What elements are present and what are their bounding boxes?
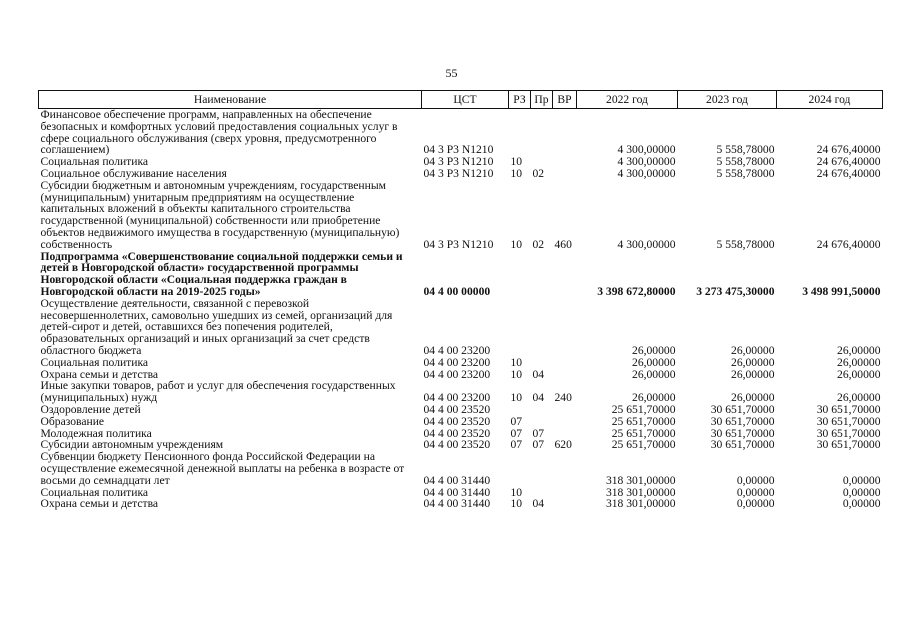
cell-vr <box>553 298 577 357</box>
header-2022: 2022 год <box>577 91 678 109</box>
cell-rz: 07 <box>510 426 523 440</box>
cell-rz <box>509 298 531 357</box>
cell-vr <box>553 498 577 510</box>
cell-name: Охрана семьи и детства <box>40 497 159 511</box>
cell-2023: 5 558,78000 <box>716 143 775 157</box>
table-header-row <box>39 91 883 109</box>
header-cst: ЦСТ <box>422 91 509 109</box>
cell-pr <box>531 357 553 369</box>
table-row <box>39 109 883 157</box>
cell-2022: 4 300,00000 <box>617 143 676 157</box>
cell-vr <box>553 156 577 168</box>
table-row <box>39 451 883 486</box>
cell-2024: 30 651,70000 <box>816 402 881 416</box>
cell-name: Социальное обслуживание населения <box>40 166 227 180</box>
cell-2024: 24 676,40000 <box>816 237 881 251</box>
cell-cst: 04 4 00 31440 <box>423 497 491 511</box>
cell-vr: 240 <box>554 391 572 405</box>
cell-vr <box>553 251 577 298</box>
table-row <box>39 180 883 251</box>
cell-vr <box>553 369 577 381</box>
cell-pr: 02 <box>532 166 545 180</box>
cell-pr <box>531 109 553 157</box>
table-row <box>39 251 883 298</box>
cell-2022: 4 300,00000 <box>617 166 676 180</box>
cell-2023: 26,00000 <box>731 367 775 381</box>
cell-2022: 26,00000 <box>632 367 676 381</box>
cell-rz: 10 <box>510 367 523 381</box>
table-row <box>39 416 883 428</box>
header-pr: Пр <box>531 91 553 109</box>
table-row <box>39 357 883 369</box>
cell-vr <box>553 109 577 157</box>
cell-cst: 04 3 P3 N1210 <box>423 155 494 169</box>
header-rz: РЗ <box>509 91 531 109</box>
header-2023: 2023 год <box>678 91 777 109</box>
cell-rz: 10 <box>510 485 523 499</box>
cell-2023: 0,00000 <box>736 473 775 487</box>
cell-vr <box>553 404 577 416</box>
cell-2022: 25 651,70000 <box>611 438 676 452</box>
cell-name: Субсидии бюджетным и автономным учреждениям, государственным (муниципальным) унитарным предприятиям на осуществление капитальных вложений в объекты капитального строительства государственной (муниципальной) собственности или приобретение объектов недвижимого имущества в государственную (муниципальную) собственность <box>40 178 400 251</box>
cell-vr: 460 <box>554 237 572 251</box>
cell-2022: 4 300,00000 <box>617 155 676 169</box>
cell-2022: 318 301,00000 <box>605 497 676 511</box>
cell-2023: 26,00000 <box>731 355 775 369</box>
cell-cst: 04 4 00 23520 <box>423 438 491 452</box>
cell-2023: 26,00000 <box>731 391 775 405</box>
cell-rz: 10 <box>510 155 523 169</box>
cell-name: Молодежная политика <box>40 426 152 440</box>
cell-vr <box>553 487 577 499</box>
cell-cst: 04 4 00 31440 <box>423 485 491 499</box>
cell-rz <box>509 451 531 486</box>
cell-name: Иные закупки товаров, работ и услуг для обеспечения государственных (муниципальных) нужд <box>40 379 396 405</box>
cell-rz: 10 <box>510 166 523 180</box>
cell-2024: 24 676,40000 <box>816 155 881 169</box>
cell-pr: 07 <box>532 438 545 452</box>
cell-2023: 30 651,70000 <box>710 414 775 428</box>
cell-name: Оздоровление детей <box>40 402 141 416</box>
cell-2024: 24 676,40000 <box>816 143 881 157</box>
cell-vr: 620 <box>554 438 572 452</box>
cell-name: Охрана семьи и детства <box>40 367 159 381</box>
cell-2022: 26,00000 <box>632 391 676 405</box>
cell-pr <box>531 416 553 428</box>
cell-rz <box>509 251 531 298</box>
cell-rz: 07 <box>510 438 523 452</box>
cell-pr: 07 <box>532 426 545 440</box>
cell-cst: 04 4 00 23520 <box>423 402 491 416</box>
cell-vr <box>553 357 577 369</box>
cell-2022: 25 651,70000 <box>611 414 676 428</box>
cell-name: Подпрограмма «Совершенствование социальной поддержки семьи и детей в Новгородской области» государственной программы Новгородской области «Социальная поддержка граждан в Новгородской области на 2019-2025 годы» <box>40 249 403 298</box>
cell-2022: 3 398 672,80000 <box>597 284 676 298</box>
cell-2023: 5 558,78000 <box>716 166 775 180</box>
cell-name: Социальная политика <box>40 155 149 169</box>
cell-2022: 25 651,70000 <box>611 426 676 440</box>
cell-rz: 10 <box>510 391 523 405</box>
cell-2024: 0,00000 <box>842 485 881 499</box>
cell-pr <box>531 298 553 357</box>
table-body <box>39 109 883 511</box>
cell-cst: 04 4 00 31440 <box>423 473 491 487</box>
cell-2024: 26,00000 <box>837 355 881 369</box>
cell-2022: 318 301,00000 <box>605 473 676 487</box>
cell-cst: 04 4 00 23200 <box>423 367 491 381</box>
cell-2023: 5 558,78000 <box>716 155 775 169</box>
cell-2023: 30 651,70000 <box>710 426 775 440</box>
cell-2024: 26,00000 <box>837 367 881 381</box>
cell-cst: 04 4 00 23520 <box>423 414 491 428</box>
cell-2022: 318 301,00000 <box>605 485 676 499</box>
cell-name: Субсидии автономным учреждениям <box>40 438 224 452</box>
cell-2024: 30 651,70000 <box>816 426 881 440</box>
cell-pr: 04 <box>532 367 545 381</box>
table-row <box>39 168 883 180</box>
cell-cst: 04 4 00 23200 <box>423 343 491 357</box>
header-2024: 2024 год <box>777 91 883 109</box>
cell-2022: 26,00000 <box>632 355 676 369</box>
cell-2023: 26,00000 <box>731 343 775 357</box>
cell-2022: 25 651,70000 <box>611 402 676 416</box>
cell-2024: 26,00000 <box>837 391 881 405</box>
header-vr: ВР <box>553 91 577 109</box>
cell-cst: 04 3 P3 N1210 <box>423 166 494 180</box>
cell-rz: 10 <box>510 237 523 251</box>
cell-cst: 04 4 00 00000 <box>423 284 491 298</box>
cell-rz: 10 <box>510 355 523 369</box>
cell-vr <box>553 451 577 486</box>
header-name: Наименование <box>39 91 422 109</box>
cell-2023: 5 558,78000 <box>716 237 775 251</box>
table-row <box>39 404 883 416</box>
cell-pr <box>531 251 553 298</box>
cell-name: Образование <box>40 414 105 428</box>
cell-name: Субвенции бюджету Пенсионного фонда Российской Федерации на осуществление ежемесячной денежной выплаты на ребенка в возрасте от восьми до семнадцати лет <box>40 450 405 487</box>
table-row <box>39 298 883 357</box>
cell-rz <box>509 109 531 157</box>
cell-2024: 0,00000 <box>842 497 881 511</box>
cell-2023: 0,00000 <box>736 485 775 499</box>
cell-pr <box>531 404 553 416</box>
cell-vr <box>553 416 577 428</box>
cell-pr: 04 <box>532 497 545 511</box>
cell-cst: 04 4 00 23200 <box>423 355 491 369</box>
cell-2023: 30 651,70000 <box>710 438 775 452</box>
budget-table <box>38 90 883 510</box>
cell-cst: 04 3 P3 N1210 <box>423 237 494 251</box>
cell-2024: 30 651,70000 <box>816 438 881 452</box>
cell-2024: 26,00000 <box>837 343 881 357</box>
cell-2024: 3 498 991,50000 <box>802 284 881 298</box>
cell-2023: 3 273 475,30000 <box>696 284 775 298</box>
cell-name: Социальная политика <box>40 485 149 499</box>
cell-2024: 24 676,40000 <box>816 166 881 180</box>
cell-cst: 04 3 P3 N1210 <box>423 143 494 157</box>
cell-name: Финансовое обеспечение программ, направленных на обеспечение безопасных и комфортных условий предоставления социальных услуг в сфере социального обслуживания (сверх уровня, предусмотренного соглашением) <box>40 108 398 157</box>
cell-2024: 0,00000 <box>842 473 881 487</box>
cell-2024: 30 651,70000 <box>816 414 881 428</box>
cell-2022: 4 300,00000 <box>617 237 676 251</box>
cell-name: Социальная политика <box>40 355 149 369</box>
cell-2023: 30 651,70000 <box>710 402 775 416</box>
cell-name: Осуществление деятельности, связанной с перевозкой несовершеннолетних, самовольно ушедших из семей, организаций для детей-сирот и детей, оставшихся без попечения родителей, образовательных организаций и иных организаций за счет средств областного бюджета <box>40 296 393 357</box>
table-row <box>39 498 883 510</box>
cell-cst: 04 4 00 23520 <box>423 426 491 440</box>
cell-pr: 04 <box>532 391 545 405</box>
cell-cst: 04 4 00 23200 <box>423 391 491 405</box>
cell-rz <box>509 404 531 416</box>
cell-2022: 26,00000 <box>632 343 676 357</box>
cell-rz: 10 <box>510 497 523 511</box>
cell-pr: 02 <box>532 237 545 251</box>
cell-2023: 0,00000 <box>736 497 775 511</box>
cell-rz: 07 <box>510 414 523 428</box>
cell-vr <box>553 168 577 180</box>
page-number: 55 <box>445 66 458 80</box>
table-row <box>39 380 883 404</box>
cell-pr <box>531 451 553 486</box>
